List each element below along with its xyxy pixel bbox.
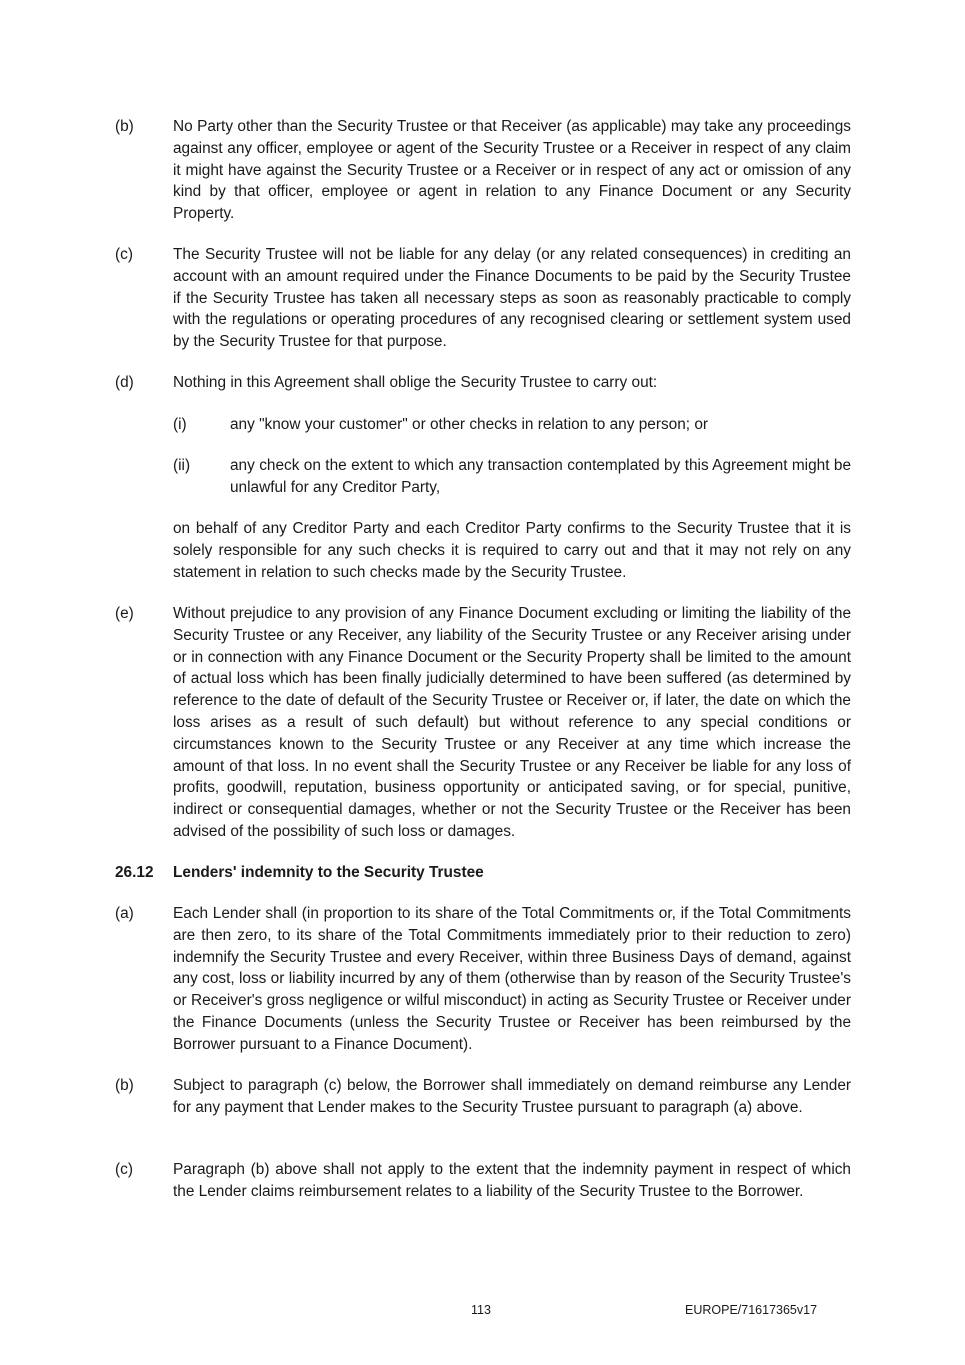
paragraph-text: Paragraph (b) above shall not apply to the extent that the indemnity payment in respect of which the Lender claims reimbursement relates to a liability of the Security Trustee to the Borrower.	[173, 1161, 851, 1200]
subparagraph-text: any check on the extent to which any transaction contemplated by this Agreement might be unlawful for any Creditor Party,	[230, 457, 851, 496]
paragraph-d-checks	[115, 372, 851, 394]
subparagraph-ii	[173, 455, 851, 499]
paragraph-label: (b)	[115, 1077, 134, 1094]
paragraph-text: No Party other than the Security Trustee or that Receiver (as applicable) may take any proceedings against any officer, employee or agent of the Security Trustee or a Receiver in respect of any claim it might have against the Security Trustee or a Receiver or in respect of any act or omission of any kind by that officer, employee or agent in relation to any Finance Document or any Security Property.	[173, 118, 851, 223]
section-title: Lenders' indemnity to the Security Trustee	[173, 864, 484, 881]
subparagraph-i	[173, 414, 851, 436]
paragraph-text: Nothing in this Agreement shall oblige the Security Trustee to carry out:	[173, 374, 658, 391]
paragraph-text: Without prejudice to any provision of any Finance Document excluding or limiting the liability of the Security Trustee or any Receiver, any liability of the Security Trustee or any Receiver arising under or in connection with any Finance Document or the Security Property shall be limited to the amount of actual loss which has been finally judicially determined to have been suffered (as determined by reference to the date of default of the Security Trustee or Receiver or, if later, the date on which the loss arises as a result of such default) but without reference to any special conditions or circumstances known to the Security Trustee or any Receiver at any time which increase the amount of that loss. In no event shall the Security Trustee or any Receiver be liable for any loss of profits, goodwill, reputation, business opportunity or anticipated saving, or for special, punitive, indirect or consequential damages, whether or not the Security Trustee or the Receiver has been advised of the possibility of such loss or damages.	[173, 605, 851, 840]
paragraph-text: The Security Trustee will not be liable for any delay (or any related consequences) in crediting an account with an amount required under the Finance Documents to be paid by the Security Trustee if the Security Trustee has taken all necessary steps as soon as reasonably practicable to comply with the regulations or operating procedures of any recognised clearing or settlement system used by the Security Trustee for that purpose.	[173, 246, 851, 351]
paragraph-label: (c)	[115, 246, 133, 263]
paragraph-label: (a)	[115, 905, 134, 922]
paragraph-label: (d)	[115, 374, 134, 391]
paragraph-text: Each Lender shall (in proportion to its share of the Total Commitments or, if the Total Commitments are then zero, to its share of the Total Commitments immediately prior to their reduction to zero) indemnify the Security Trustee and every Receiver, within three Business Days of demand, against any cost, loss or liability incurred by any of them (otherwise than by reason of the Security Trustee's or Receiver's gross negligence or wilful misconduct) in acting as Security Trustee or Receiver under the Finance Documents (unless the Security Trustee or Receiver has been reimbursed by the Borrower pursuant to a Finance Document).	[173, 905, 851, 1053]
document-reference: EUROPE/71617365v17	[685, 1303, 818, 1317]
paragraph-b-proceedings	[115, 116, 851, 225]
paragraph-label: (b)	[115, 118, 134, 135]
paragraph-c-exception	[115, 1159, 851, 1203]
paragraph-text: Subject to paragraph (c) below, the Borrower shall immediately on demand reimburse any Lender for any payment that Lender makes to the Security Trustee pursuant to paragraph (a) above.	[173, 1077, 851, 1116]
paragraph-b-reimburse	[115, 1075, 851, 1119]
section-number: 26.12	[115, 864, 154, 881]
paragraph-label: (c)	[115, 1161, 133, 1178]
paragraph-d-continuation: on behalf of any Creditor Party and each Creditor Party confirms to the Security Trustee that it is solely responsible for any such checks it is required to carry out and that it may not rely on any statement in relation to such checks made by the Security Trustee.	[173, 520, 851, 581]
paragraph-e-liability	[115, 603, 851, 843]
paragraph-c-delay	[115, 244, 851, 353]
paragraph-label: (e)	[115, 605, 134, 622]
paragraph-a-indemnity	[115, 903, 851, 1056]
subparagraph-label: (i)	[173, 416, 187, 433]
subparagraph-text: any "know your customer" or other checks in relation to any person; or	[230, 416, 709, 433]
subparagraph-label: (ii)	[173, 457, 191, 474]
section-heading	[115, 862, 484, 884]
page-number: 113	[471, 1303, 491, 1317]
